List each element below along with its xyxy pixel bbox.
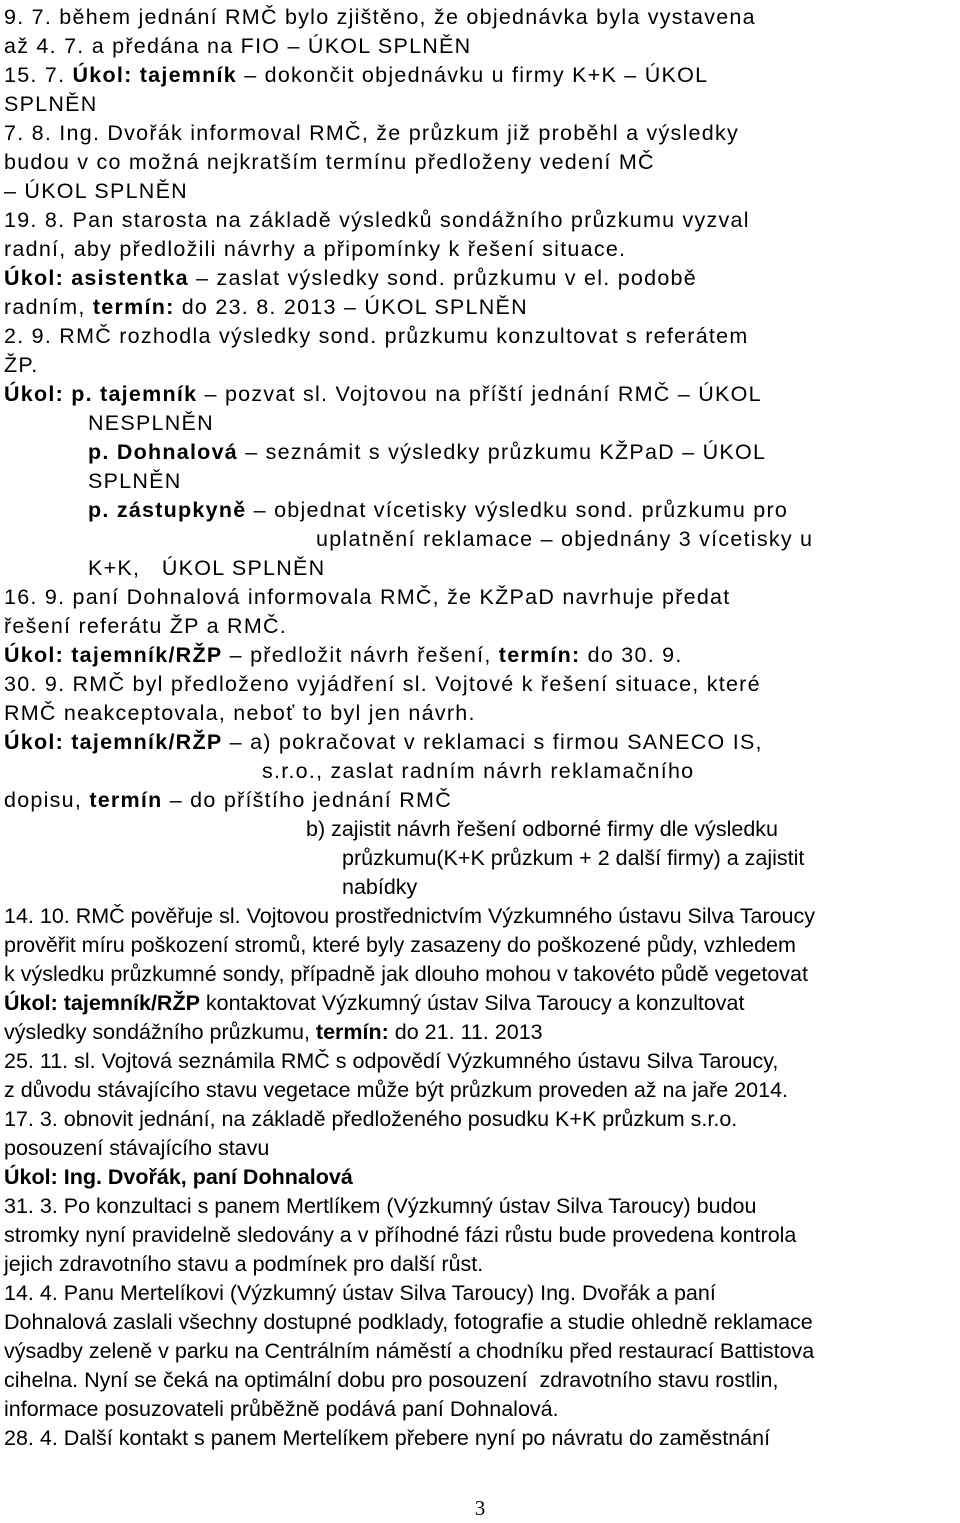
- text-line: [4, 1250, 483, 1279]
- text-run: 31. 3. Po konzultaci s panem Mertlíkem (Výzkumný ústav Silva Taroucy) budou: [4, 1194, 757, 1218]
- text-run: 28. 4. Další kontakt s panem Mertelíkem přebere nyní po návratu do zaměstnání: [4, 1426, 771, 1450]
- text-run: prověřit míru poškození stromů, které byly zasazeny do poškozené půdy, vzhledem: [4, 933, 796, 957]
- text-run: 14. 4. Panu Mertelíkovi (Výzkumný ústav Silva Taroucy) Ing. Dvořák a paní: [4, 1281, 716, 1305]
- text-line: [4, 1221, 796, 1250]
- text-line: [4, 264, 697, 293]
- text-line: [306, 815, 778, 844]
- text-line: [4, 583, 730, 612]
- text-run: nabídky: [342, 875, 418, 899]
- text-run: – objednat vícetisky výsledku sond. průzkumu pro: [246, 498, 789, 522]
- bold-text: Úkol: tajemník/RŽP: [4, 643, 223, 667]
- text-run: – seznámit s výsledky průzkumu KŽPaD – ÚKOL: [237, 440, 767, 464]
- text-run: – dokončit objednávku u firmy K+K – ÚKOL: [236, 63, 709, 87]
- bold-text: Úkol: p. tajemník: [4, 382, 198, 406]
- text-run: z důvodu stávajícího stavu vegetace může být průzkum proveden až na jaře 2014.: [4, 1078, 789, 1102]
- bold-text: Úkol: asistentka: [4, 266, 189, 290]
- text-line: [4, 1047, 778, 1076]
- text-line: [4, 931, 796, 960]
- text-line: [316, 525, 813, 554]
- text-line: [88, 496, 788, 525]
- text-run: stromky nyní pravidelně sledovány a v příhodné fázi růstu bude provedena kontrola: [4, 1223, 797, 1247]
- text-run: 14. 10. RMČ pověřuje sl. Vojtovou prostřednictvím Výzkumného ústavu Silva Taroucy: [4, 904, 816, 928]
- text-run: Dohnalová zaslali všechny dostupné podklady, fotografie a studie ohledně reklamace: [4, 1310, 813, 1334]
- text-line: [4, 1366, 778, 1395]
- text-run: 9. 7. během jednání RMČ bylo zjištěno, že objednávka byla vystavena: [4, 5, 756, 29]
- text-line: [4, 177, 188, 206]
- text-line: [4, 1395, 559, 1424]
- page-number: 3: [474, 1496, 486, 1520]
- text-line: [88, 554, 325, 583]
- text-line: [4, 1424, 770, 1453]
- text-run: ŽP.: [4, 353, 39, 377]
- text-run: posouzení stávajícího stavu: [4, 1136, 270, 1160]
- text-run: – ÚKOL SPLNĚN: [4, 179, 188, 203]
- bold-text: Úkol: tajemník: [72, 63, 237, 87]
- text-run: do 30. 9.: [580, 643, 683, 667]
- text-line: [4, 293, 528, 322]
- text-run: 15. 7.: [4, 63, 73, 87]
- text-run: 2. 9. RMČ rozhodla výsledky sond. průzkumu konzultovat s referátem: [4, 324, 749, 348]
- text-run: kontaktovat Výzkumný ústav Silva Taroucy a konzultovat: [199, 991, 745, 1015]
- bold-text: termín:: [498, 643, 581, 667]
- bold-text: p. Dohnalová: [88, 440, 238, 464]
- text-run: cihelna. Nyní se čeká na optimální dobu pro posouzení zdravotního stavu rostlin,: [4, 1368, 779, 1392]
- text-run: SPLNĚN: [4, 92, 98, 116]
- bold-text: termín: [89, 788, 163, 812]
- text-run: jejich zdravotního stavu a podmínek pro další růst.: [4, 1252, 484, 1276]
- text-line: [4, 61, 708, 90]
- text-run: radní, aby předložili návrhy a připomínky k řešení situace.: [4, 237, 627, 261]
- text-line: [4, 786, 452, 815]
- text-line: [4, 148, 655, 177]
- text-run: uplatnění reklamace – objednány 3 vícetisky u: [316, 527, 814, 551]
- text-run: budou v co možná nejkratším termínu předloženy vedení MČ: [4, 150, 655, 174]
- bold-text: Úkol: tajemník/RŽP: [4, 730, 223, 754]
- text-line: [4, 206, 750, 235]
- text-run: řešení referátu ŽP a RMČ.: [4, 614, 287, 638]
- text-line: [88, 409, 214, 438]
- text-line: [4, 119, 739, 148]
- text-line: [4, 32, 471, 61]
- text-line: [4, 90, 98, 119]
- bold-text: p. zástupkyně: [88, 498, 247, 522]
- text-line: [4, 1134, 269, 1163]
- text-run: 30. 9. RMČ byl předloženo vyjádření sl. Vojtové k řešení situace, které: [4, 672, 761, 696]
- text-line: [4, 322, 749, 351]
- text-run: – pozvat sl. Vojtovou na příští jednání RMČ – ÚKOL: [197, 382, 762, 406]
- text-run: 7. 8. Ing. Dvořák informoval RMČ, že průzkum již proběhl a výsledky: [4, 121, 739, 145]
- text-run: výsadby zeleně v parku na Centrálním náměstí a chodníku před restaurací Battistova: [4, 1339, 815, 1363]
- text-line: [4, 1279, 716, 1308]
- text-line: [4, 989, 744, 1018]
- text-line: [88, 438, 766, 467]
- text-line: [4, 1076, 788, 1105]
- text-line: [4, 235, 626, 264]
- text-run: – do příštího jednání RMČ: [162, 788, 452, 812]
- text-line: [4, 1192, 756, 1221]
- text-line: [342, 844, 804, 873]
- text-run: – předložit návrh řešení,: [222, 643, 499, 667]
- text-run: K+K, ÚKOL SPLNĚN: [88, 556, 326, 580]
- text-line: [4, 1308, 813, 1337]
- bold-text: Úkol: tajemník/RŽP: [4, 991, 200, 1015]
- text-run: k výsledku průzkumné sondy, případně jak dlouho mohou v takovéto půdě vegetovat: [4, 962, 808, 986]
- text-line: [4, 902, 815, 931]
- bold-text: termín:: [92, 295, 175, 319]
- text-line: [4, 1018, 543, 1047]
- bold-text: Úkol: Ing. Dvořák, paní Dohnalová: [4, 1165, 353, 1189]
- text-run: informace posuzovateli průběžně podává paní Dohnalová.: [4, 1397, 559, 1421]
- text-run: výsledky sondážního průzkumu,: [4, 1020, 316, 1044]
- text-run: 19. 8. Pan starosta na základě výsledků sondážního průzkumu vyzval: [4, 208, 750, 232]
- text-line: [4, 1105, 737, 1134]
- text-line: [88, 467, 182, 496]
- text-run: s.r.o., zaslat radním návrh reklamačního: [262, 759, 695, 783]
- text-run: 16. 9. paní Dohnalová informovala RMČ, že KŽPaD navrhuje předat: [4, 585, 731, 609]
- text-line: [4, 641, 683, 670]
- text-line: [4, 612, 287, 641]
- text-run: 25. 11. sl. Vojtová seznámila RMČ s odpovědí Výzkumného ústavu Silva Taroucy,: [4, 1049, 779, 1073]
- text-run: 17. 3. obnovit jednání, na základě předloženého posudku K+K průzkum s.r.o.: [4, 1107, 738, 1131]
- text-line: [4, 380, 762, 409]
- text-run: do 21. 11. 2013: [388, 1020, 543, 1044]
- text-line: [4, 960, 808, 989]
- text-line: [342, 873, 417, 902]
- text-line: [4, 3, 756, 32]
- text-run: – a) pokračovat v reklamaci s firmou SANECO IS,: [222, 730, 763, 754]
- text-line: [4, 351, 38, 380]
- text-line: [4, 728, 763, 757]
- text-line: [262, 757, 694, 786]
- text-run: SPLNĚN: [88, 469, 182, 493]
- text-run: až 4. 7. a předána na FIO – ÚKOL SPLNĚN: [4, 34, 472, 58]
- text-run: RMČ neakceptovala, neboť to byl jen návrh.: [4, 701, 476, 725]
- text-run: do 23. 8. 2013 – ÚKOL SPLNĚN: [174, 295, 528, 319]
- text-line: [4, 1163, 353, 1192]
- text-run: radním,: [4, 295, 93, 319]
- text-run: b) zajistit návrh řešení odborné firmy dle výsledku: [306, 817, 779, 841]
- text-run: dopisu,: [4, 788, 90, 812]
- text-run: – zaslat výsledky sond. průzkumu v el. podobě: [188, 266, 697, 290]
- text-run: NESPLNĚN: [88, 411, 214, 435]
- text-run: průzkumu(K+K průzkum + 2 další firmy) a zajistit: [342, 846, 805, 870]
- text-line: [4, 1337, 814, 1366]
- text-line: [4, 699, 476, 728]
- text-line: [4, 670, 761, 699]
- bold-text: termín:: [315, 1020, 389, 1044]
